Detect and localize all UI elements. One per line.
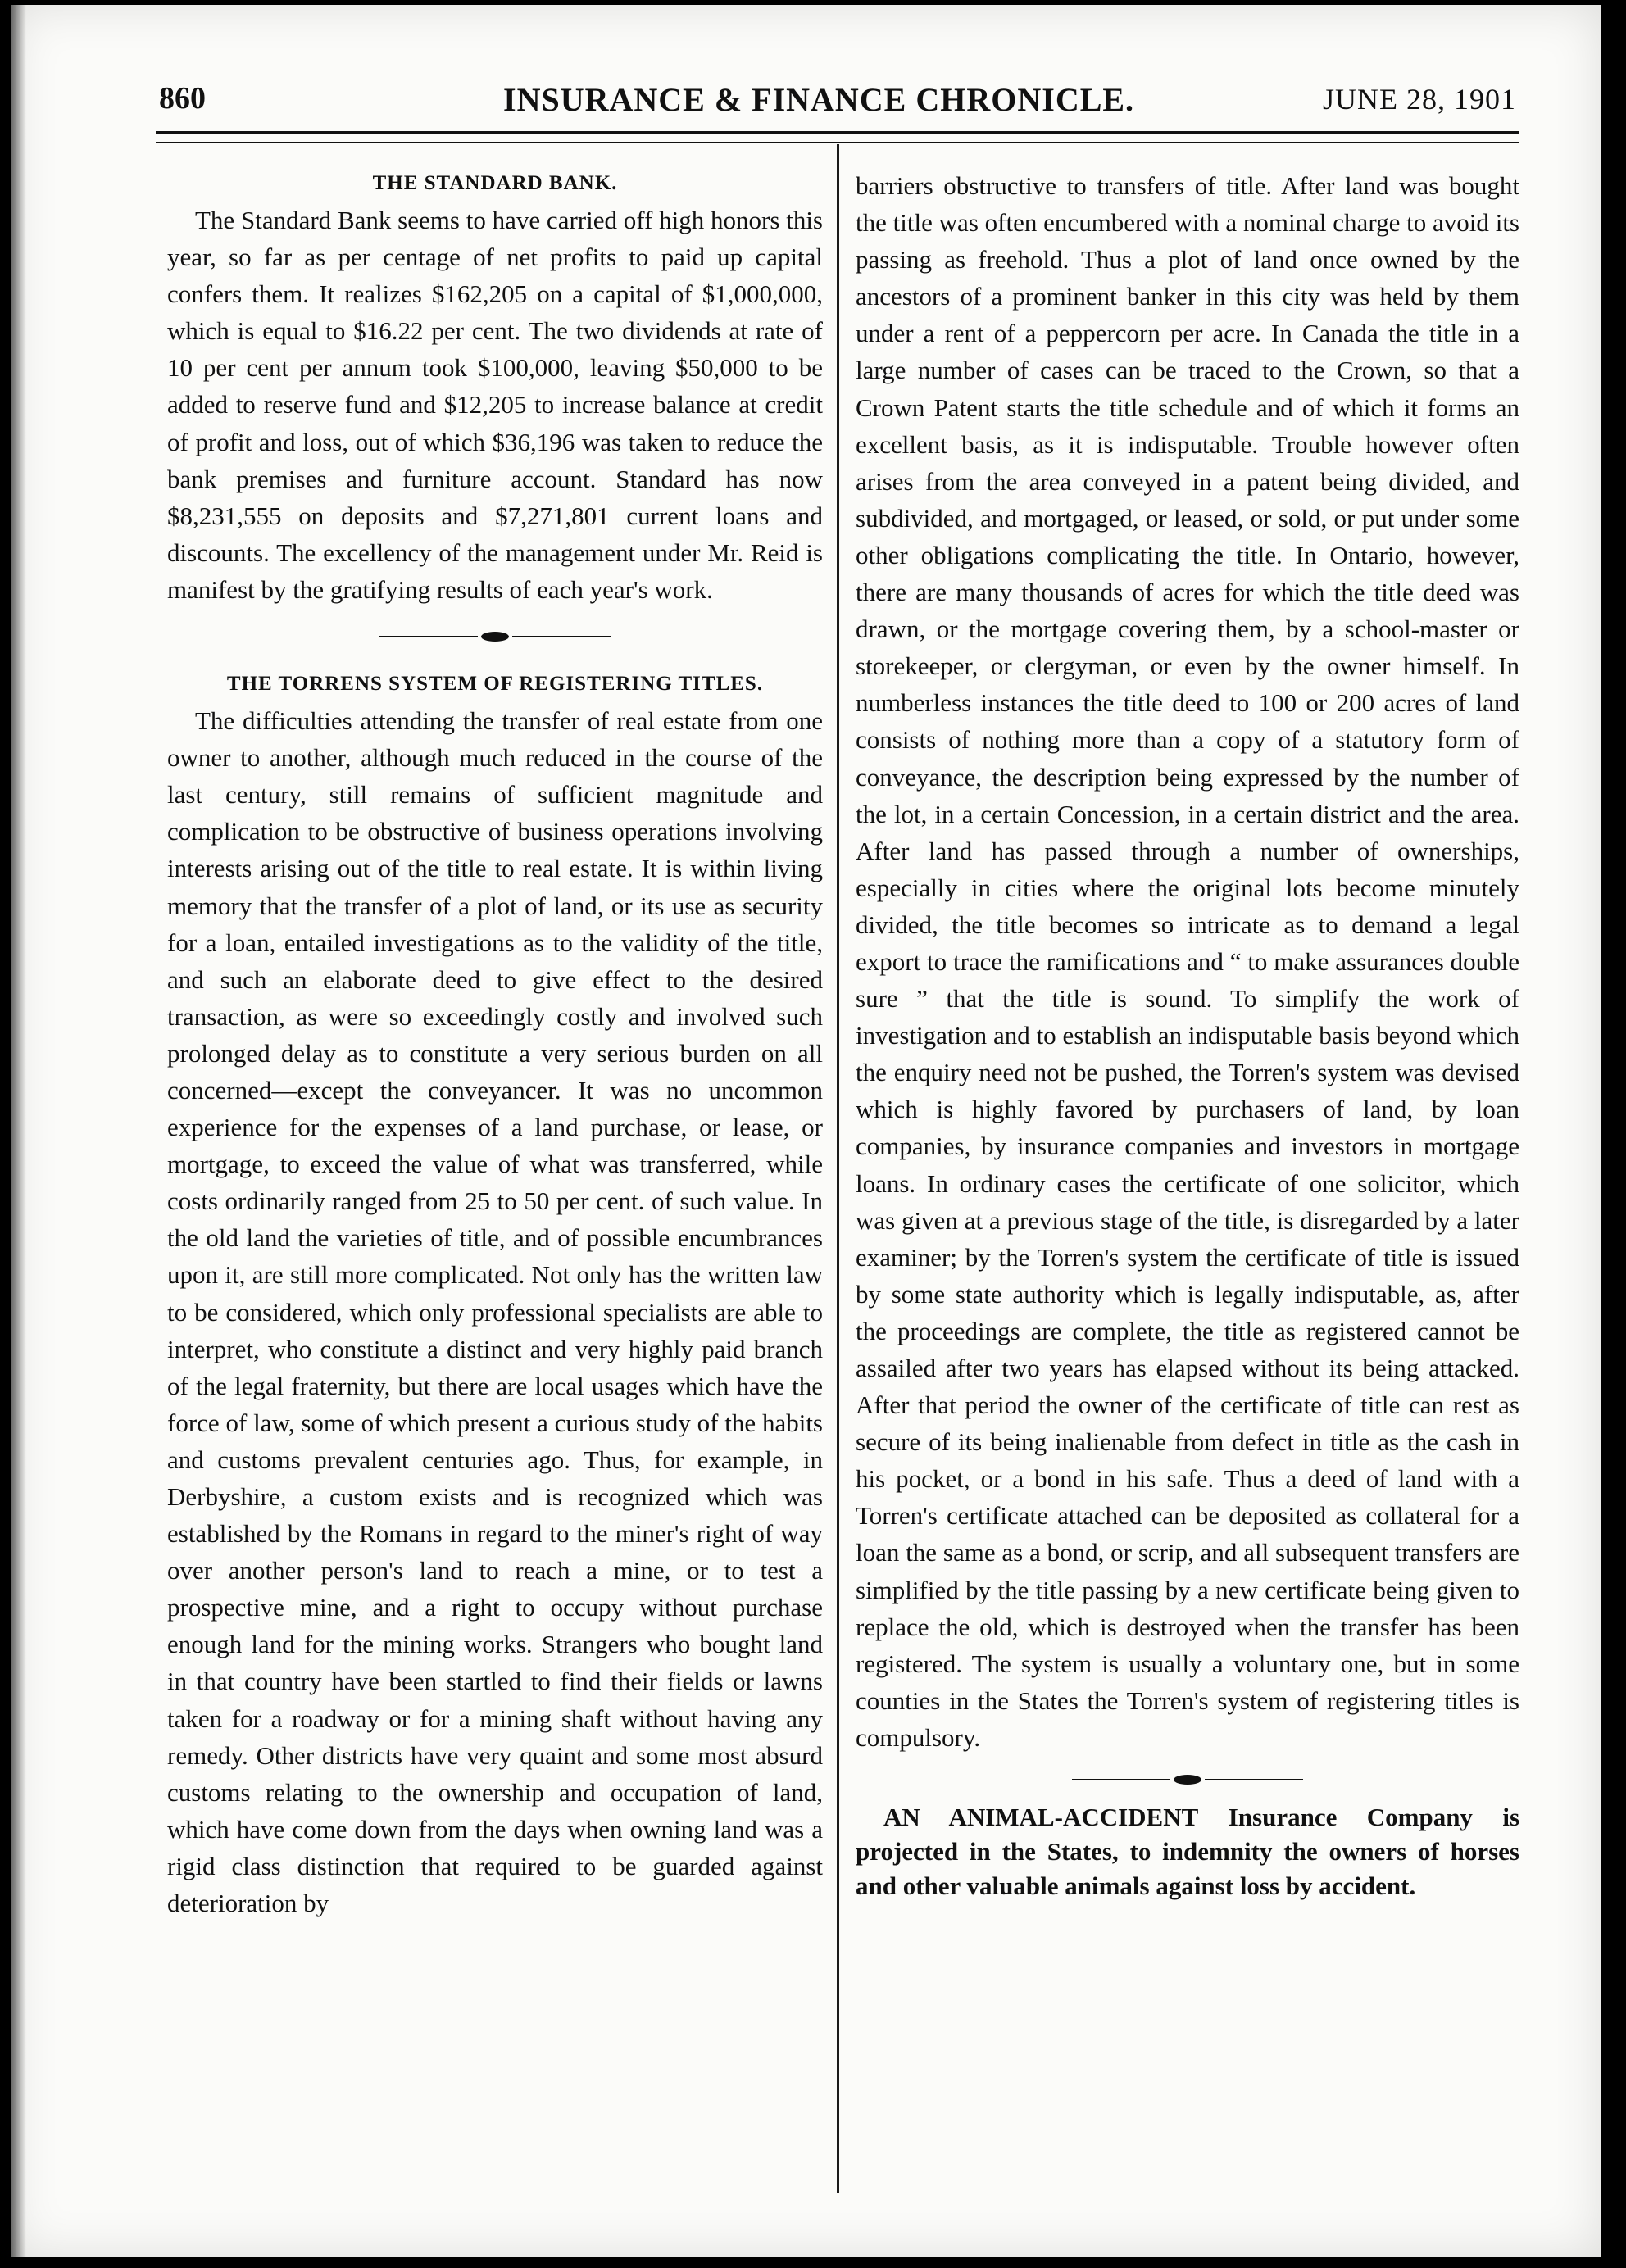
header-rule: [156, 131, 1519, 143]
torrens-heading: THE TORRENS SYSTEM OF REGISTERING TITLES.: [226, 673, 764, 696]
page-edge-shadow: [11, 5, 26, 2257]
standard-bank-body: The Standard Bank seems to have carried off high honors this year, so far as per centage of net profits to paid up capital confers them. It realizes $162,205 on a capital of $1,000,000, which is equal to $16.22 per cent. The two dividends at rate of 10 per cent per annum took $100,000, leaving $50,000 to be added to reserve fund and $12,205 to increase balance at credit of profit and loss, out of which $36,196 was taken to reduce the bank premises and furniture account. Standard has now $8,231,555 on deposits and $7,271,801 current loans and discounts. The excellency of the management under Mr. Reid is manifest by the gratifying results of each year's work.: [167, 206, 823, 604]
column-divider: [837, 144, 839, 2193]
animal-accident-note: [856, 1800, 1519, 1903]
page-header: [11, 80, 1601, 129]
standard-bank-heading: THE STANDARD BANK.: [372, 172, 618, 194]
section-ornament: [167, 608, 823, 665]
newspaper-page: [11, 5, 1601, 2257]
right-column: [856, 167, 1519, 1903]
journal-title: INSURANCE & FINANCE CHRONICLE.: [503, 81, 1135, 118]
torrens-body-right: barriers obstructive to transfers of title. After land was bought the title was often encumbered with a nominal charge to avoid its passing as freehold. Thus a plot of land once owned by the ancestors of a prominent banker in this city was held by them under a rent of a peppercorn per acre. In Canada the title in a large number of cases can be traced to the Crown, so that a Crown Patent starts the title schedule and of which it forms an excellent basis, as it is indisputable. Trouble however often arises from the area conveyed in a patent being divided, and subdivided, and mortgaged, or leased, or sold, or put under some other obligations complicating the title. In Ontario, however, there are many thousands of acres for which the title deed was drawn, or the mortgage covering them, by a school-master or storekeeper, or clergyman, or even by the owner himself. In numberless instances the title deed to 100 or 200 acres of land consists of nothing more than a copy of a statutory form of conveyance, the description being expressed by the number of the lot, in a certain Concession, in a certain district and the area. After land has passed through a number of ownerships, especially in cities where the original lots become minutely divided, the title becomes so intricate as to demand a legal export to trace the ramifications and “ to make assurances double sure ” that the title is sound. To simplify the work of investigation and to establish an indisputable basis beyond which the enquiry need not be pushed, the Torren's system was devised which is highly favored by purchasers of land, by loan companies, by insurance companies and investors in mortgage loans. In ordinary cases the certificate of one solicitor, which was given at a previous stage of the title, is disregarded by a later examiner; by the Torren's system the certificate of title is issued by some state authority which is legally indisputable, as, after the proceedings are complete, the title as registered cannot be assailed after two years has elapsed without its being attacked. After that period the owner of the certificate of title can rest as secure of its being inalienable from defect in title as the cash in his pocket, or a bond in his safe. Thus a deed of land with a Torren's certificate attached can be deposited as collateral for a loan the same as a bond, or scrip, and all subsequent transfers are simplified by the title passing by a new certificate being given to replace the old, which is destroyed when the transfer has been registered. The system is usually a voluntary one, but in some counties in the States the Torren's system of registering titles is compulsory.: [856, 171, 1519, 1752]
issue-date: JUNE 28, 1901: [1323, 83, 1516, 116]
torrens-body-left: The difficulties attending the transfer of real estate from one owner to another, although much reduced in the course of the last century, still remains of sufficient magnitude and complication to be obstructive of business operations involving interests arising out of the title to real estate. It is within living memory that the transfer of a plot of land, or its use as security for a loan, entailed investigations as to the validity of the title, and such an elaborate deed to give effect to the desired transaction, as were so exceedingly costly and involved such prolonged delay as to constitute a very serious burden on all concerned—except the conveyancer. It was no uncommon experience for the expenses of a land purchase, or lease, or mortgage, to exceed the value of what was transferred, while costs ordinarily ranged from 25 to 50 per cent. of such value. In the old land the varieties of title, and of possible encumbrances upon it, are still more complicated. Not only has the written law to be considered, which only professional specialists are able to interpret, who constitute a distinct and very highly paid branch of the legal fraternity, but there are local usages which have the force of law, some of which present a curious study of the habits and customs prevalent centuries ago. Thus, for example, in Derbyshire, a custom exists and is recognized which was established by the Romans in regard to the miner's right of way over another person's land to reach a mine, or to test a prospective mine, and a right to occupy without purchase enough land for the mining works. Strangers who bought land in that country have been startled to find their fields or lawns taken for a roadway or for a mining shaft without having any remedy. Other districts have very quaint and some most absurd customs relating to the ownership and occupation of land, which have come down from the days when owning land was a rigid class distinction that required to be guarded against deterioration by: [167, 706, 823, 1918]
page-number: 860: [159, 81, 206, 116]
animal-accident-body: Insurance Company is projected in the States, to indemnity the owners of horses and other valuable animals against loss by accident.: [856, 1803, 1520, 1901]
section-ornament-right: [856, 1759, 1519, 1800]
left-column: [167, 165, 823, 1921]
animal-accident-lead: AN ANIMAL-ACCIDENT: [883, 1803, 1199, 1832]
